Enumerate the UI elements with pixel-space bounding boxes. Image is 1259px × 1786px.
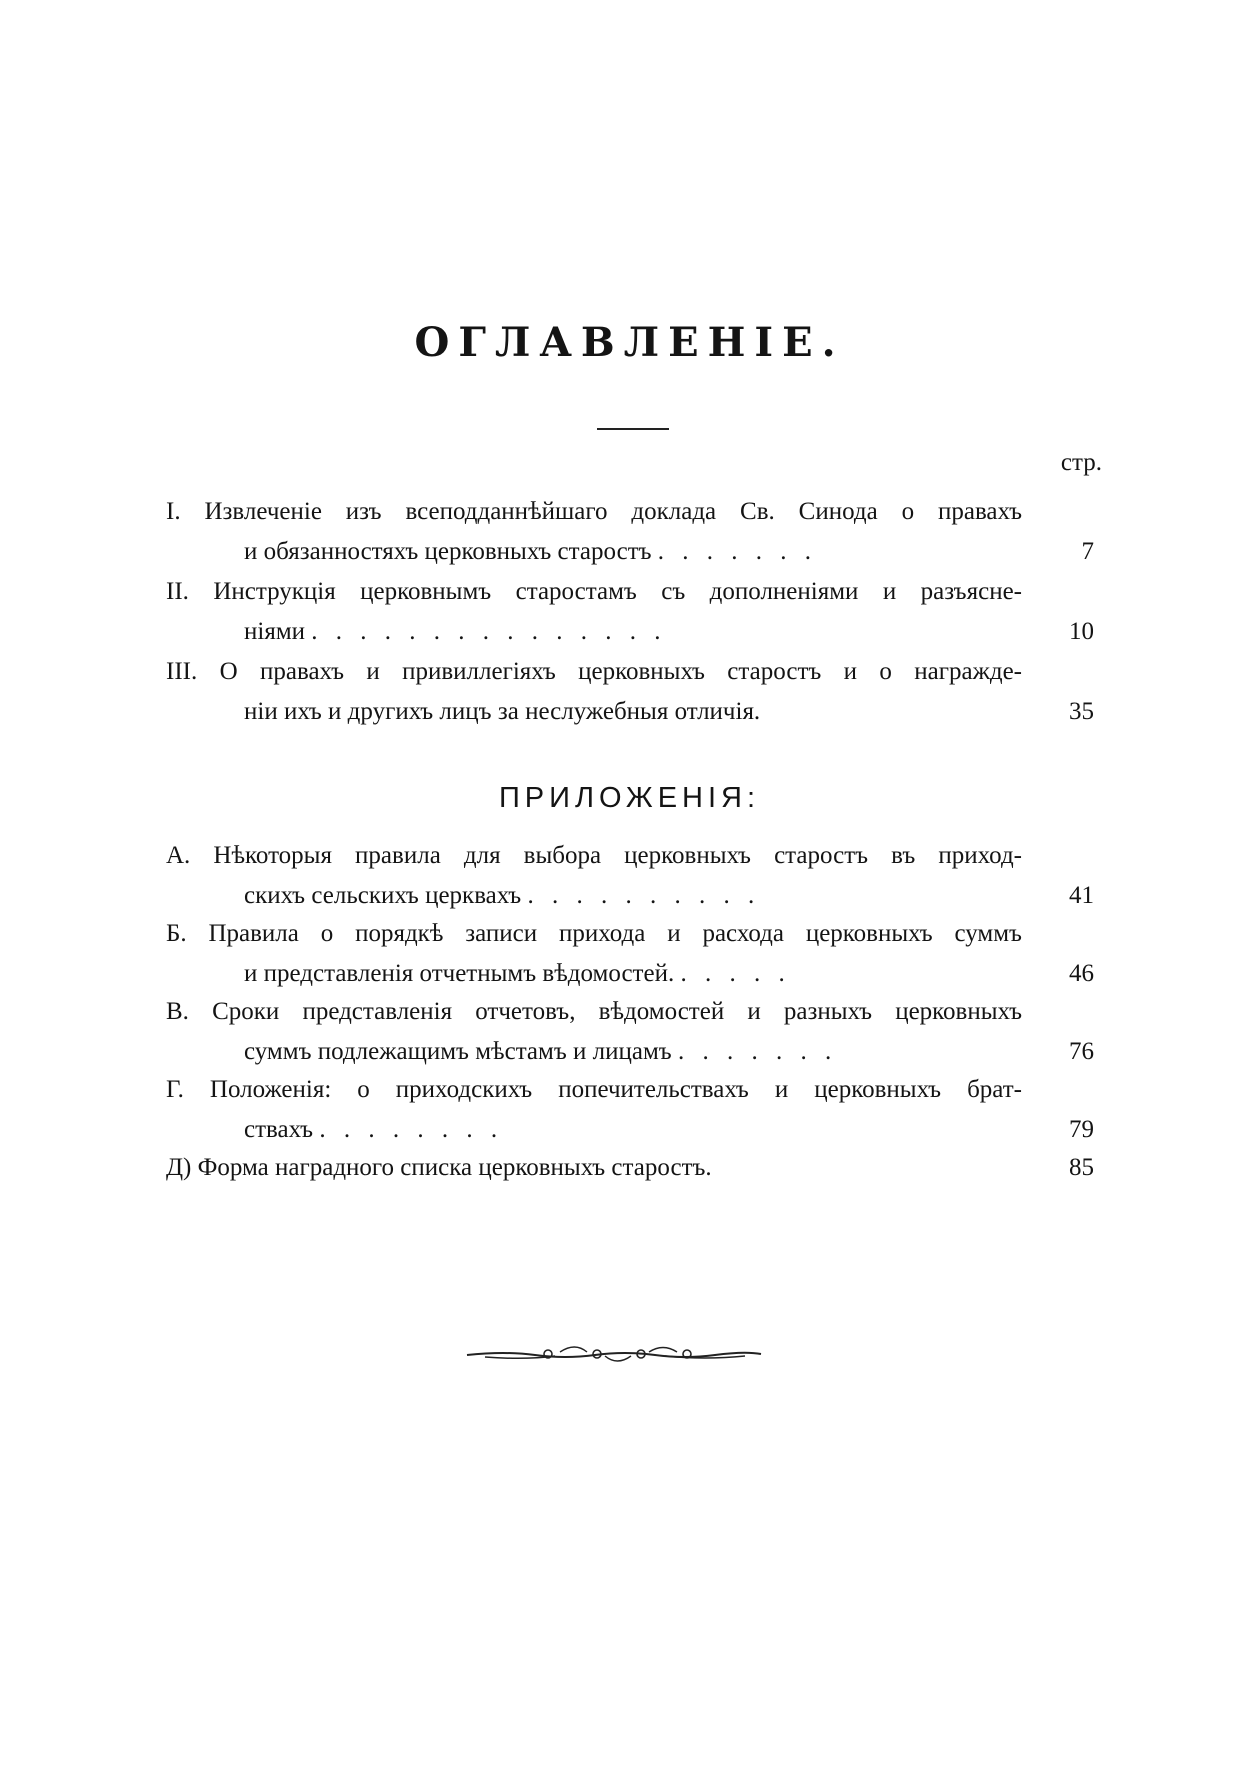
- toc-entry-3-line1: III. О правахъ и привиллегiяхъ церковныхъ старостъ и о награжде-: [166, 658, 1022, 685]
- toc-entry-3-page: 35: [1069, 698, 1094, 725]
- toc-entry-2-leader: . . . . . . . . . . . . . . .: [311, 618, 667, 645]
- toc-entry-2-line2: [244, 616, 1022, 648]
- toc-entry-1-text: и обязанностяхъ церковныхъ старостъ: [244, 538, 652, 565]
- appendix-v-line1: В. Сроки представленiя отчетовъ, вѣдомостей и разныхъ церковныхъ: [166, 998, 1022, 1025]
- page-column-label: стр.: [1060, 449, 1102, 476]
- title-rule: [597, 428, 669, 430]
- appendix-g-text: ствахъ: [244, 1116, 314, 1143]
- appendix-v-text: суммъ подлежащимъ мѣстамъ и лицамъ: [244, 1038, 672, 1065]
- appendix-v-line2: [244, 1036, 1022, 1068]
- appendix-d-line1: Д) Форма наградного списка церковныхъ старостъ.: [166, 1154, 712, 1181]
- appendix-b-line2: [244, 958, 1022, 990]
- toc-entry-2-line1: II. Инструкцiя церковнымъ старостамъ съ дополненiями и разъясне-: [166, 578, 1022, 605]
- toc-entry-1-page: 7: [1081, 538, 1094, 565]
- appendix-g-leader: . . . . . . . .: [319, 1116, 504, 1143]
- appendix-g-line2: [244, 1114, 1022, 1146]
- toc-entry-1-line2: [244, 536, 1022, 568]
- toc-entry-3-line2: [244, 696, 1022, 728]
- toc-entry-1-line1: I. Извлеченiе изъ всеподданнѣйшаго доклада Св. Синода о правахъ: [166, 498, 1022, 525]
- appendix-v-leader: . . . . . . .: [677, 1038, 838, 1065]
- toc-entry-1-leader: . . . . . . .: [657, 538, 818, 565]
- appendix-g-page: 79: [1069, 1116, 1094, 1143]
- page-title: ОГЛАВЛЕНIЕ.: [414, 319, 845, 366]
- appendix-b-line1: Б. Правила о порядкѣ записи прихода и расхода церковныхъ суммъ: [166, 920, 1022, 947]
- toc-entry-3-text: нiи ихъ и другихъ лицъ за неслужебныя отличiя.: [244, 698, 761, 725]
- appendix-v-page: 76: [1069, 1038, 1094, 1065]
- appendix-a-line1: А. Нѣкоторыя правила для выбора церковныхъ старостъ въ приход-: [166, 842, 1022, 869]
- appendix-a-line2: [244, 880, 1022, 912]
- appendix-a-text: скихъ сельскихъ церквахъ: [244, 882, 522, 909]
- appendix-d-page: 85: [1069, 1154, 1094, 1181]
- toc-entry-2-page: 10: [1069, 618, 1094, 645]
- appendix-a-page: 41: [1069, 882, 1094, 909]
- appendix-g-line1: Г. Положенiя: о приходскихъ попечительствахъ и церковныхъ брат-: [166, 1076, 1022, 1103]
- toc-entry-2-text: нiями: [244, 618, 306, 645]
- appendix-b-text: и представленiя отчетнымъ вѣдомостей.: [244, 960, 675, 987]
- appendix-a-leader: . . . . . . . . . .: [527, 882, 761, 909]
- appendix-heading: ПРИЛОЖЕНIЯ:: [498, 782, 761, 814]
- appendix-b-page: 46: [1069, 960, 1094, 987]
- appendix-b-leader: . . . . .: [680, 960, 791, 987]
- ornament-divider-icon: [465, 1340, 763, 1370]
